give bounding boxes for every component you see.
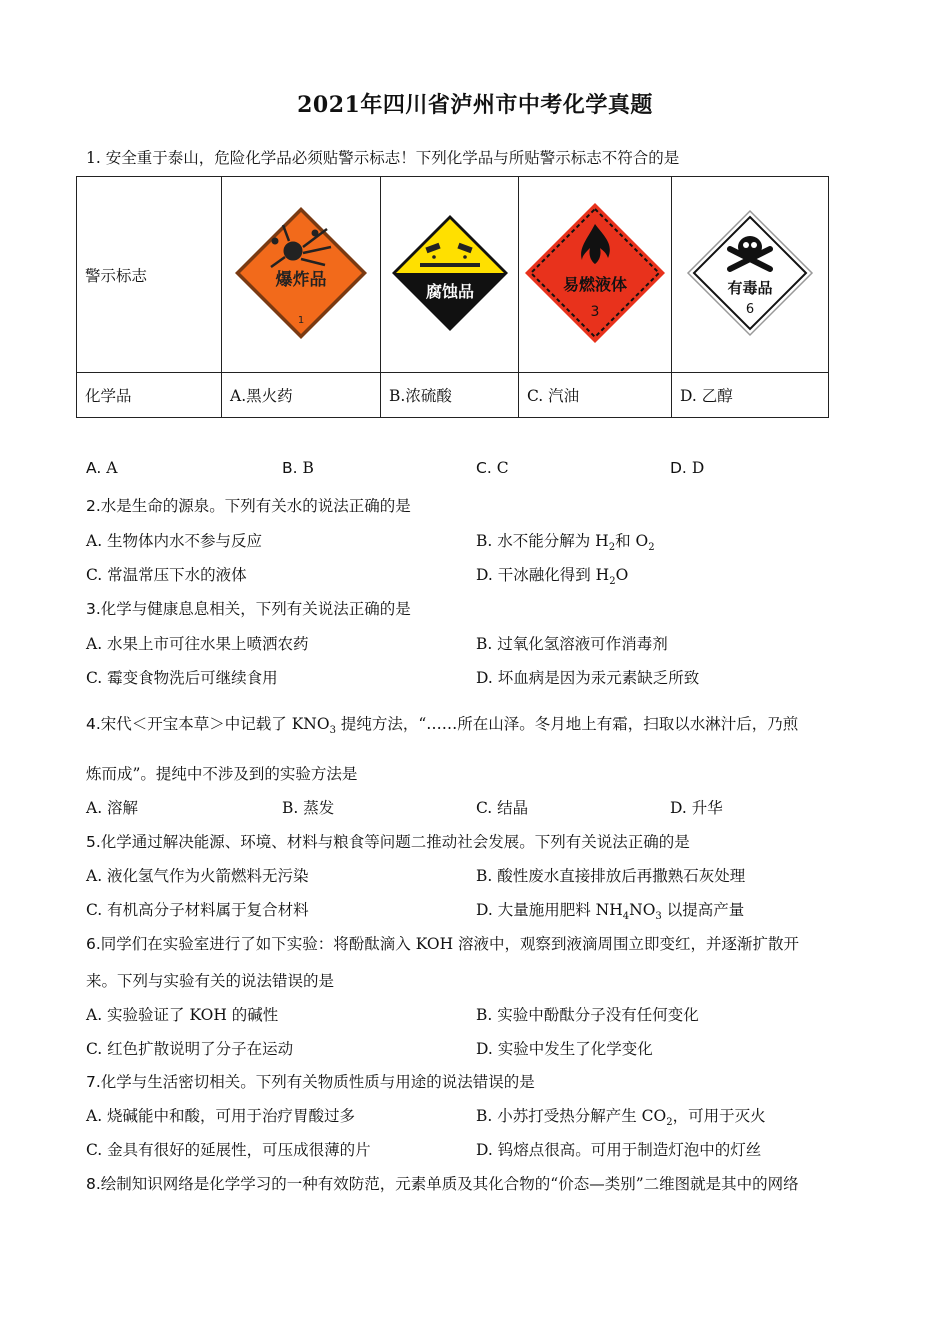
explosive-label: 爆炸品 — [275, 269, 327, 290]
question-7-stem: 7.化学与生活密切相关。下列有关物质性质与用途的说法错误的是 — [86, 1073, 535, 1091]
flammable-class-number: 3 — [590, 303, 600, 320]
q4-option-c: C. 结晶 — [476, 799, 529, 817]
q1-option-a: A. A — [86, 459, 118, 477]
question-6-stem-line-1: 6.同学们在实验室进行了如下实验：将酚酞滴入 KOH 溶液中，观察到液滴周围立即变红，并逐渐扩散开 — [86, 935, 800, 953]
q5-option-a: A. 液化氢气作为火箭燃料无污染 — [86, 867, 309, 885]
chemical-c: C. 汽油 — [519, 373, 672, 418]
q6-option-c: C. 红色扩散说明了分子在运动 — [86, 1040, 294, 1058]
q7-option-b: B. 小苏打受热分解产生 $CO_2$，可用于灭火 — [476, 1107, 766, 1129]
q3-option-b: B. 过氧化氢溶液可作消毒剂 — [476, 635, 668, 653]
q7-option-c: C. 金具有很好的延展性，可压成很薄的片 — [86, 1141, 371, 1159]
question-3-stem: 3.化学与健康息息相关，下列有关说法正确的是 — [86, 600, 411, 618]
q7-option-a: A. 烧碱能中和酸，可用于治疗胃酸过多 — [86, 1107, 356, 1125]
q2-option-a: A. 生物体内水不参与反应 — [86, 532, 263, 550]
question-5-stem: 5.化学通过解决能源、环境、材料与粮食等问题二推动社会发展。下列有关说法正确的是 — [86, 833, 690, 851]
q1-option-b: B. B — [282, 459, 314, 477]
table-header-chemicals: 化学品 — [77, 373, 222, 418]
q2-option-c: C. 常温常压下水的液体 — [86, 566, 247, 584]
question-1-stem: 1. 安全重于泰山，危险化学品必须贴警示标志！下列化学品与所贴警示标志不符合的是 — [86, 149, 680, 167]
table-header-signs: 警示标志 — [77, 177, 222, 373]
flammable-label: 易燃液体 — [562, 274, 628, 294]
q4-option-b: B. 蒸发 — [282, 799, 335, 817]
question-4-stem-line-2: 炼而成”。提纯中不涉及到的实验方法是 — [86, 765, 358, 783]
q5-option-b: B. 酸性废水直接排放后再撒熟石灰处理 — [476, 867, 746, 885]
explosive-class-number: 1 — [297, 314, 305, 326]
q6-option-b: B. 实验中酚酞分子没有任何变化 — [476, 1006, 699, 1024]
q4-option-d: D. 升华 — [670, 799, 723, 817]
corrosive-sign — [388, 211, 512, 335]
q3-option-c: C. 霉变食物洗后可继续食用 — [86, 669, 278, 687]
q5-option-c: C. 有机高分子材料属于复合材料 — [86, 901, 309, 919]
q1-option-c: C. C — [476, 459, 509, 477]
sign-cell-flammable — [519, 177, 672, 373]
q1-option-d: D. D — [670, 459, 705, 477]
warning-sign-table — [76, 176, 829, 418]
chemical-d: D. 乙醇 — [672, 373, 829, 418]
q3-option-d: D. 坏血病是因为汞元素缺乏所致 — [476, 669, 700, 687]
question-8-stem: 8.绘制知识网络是化学学习的一种有效防范，元素单质及其化合物的“价态—类别”二维图就是其中的网络 — [86, 1175, 799, 1193]
q5-option-d: D. 大量施用肥料 $NH_4NO_3$ 以提高产量 — [476, 901, 745, 923]
sign-cell-toxic — [672, 177, 829, 373]
toxic-class-number: 6 — [745, 301, 755, 317]
q6-option-d: D. 实验中发生了化学变化 — [476, 1040, 653, 1058]
chemical-b: B.浓硫酸 — [381, 373, 519, 418]
page-title: 2021年四川省泸州市中考化学真题 — [297, 92, 653, 118]
sign-cell-explosive — [222, 177, 381, 373]
question-6-stem-line-2: 来。下列与实验有关的说法错误的是 — [86, 972, 335, 990]
q3-option-a: A. 水果上市可往水果上喷洒农药 — [86, 635, 309, 653]
q2-option-d: D. 干冰融化得到 $H_2O$ — [476, 566, 629, 588]
toxic-label: 有毒品 — [727, 278, 773, 297]
explosive-sign — [231, 203, 371, 343]
q7-option-d: D. 钨熔点很高。可用于制造灯泡中的灯丝 — [476, 1141, 762, 1159]
question-2-stem: 2.水是生命的源泉。下列有关水的说法正确的是 — [86, 497, 411, 515]
q2-option-b: B. 水不能分解为 $H_2$和 $O_2$ — [476, 532, 655, 554]
question-4-stem-line-1: 4.宋代＜开宝本草＞中记载了 $KNO_3$ 提纯方法，“……所在山泽。冬月地上有霜，扫取以水淋汁后，乃煎 — [86, 715, 799, 737]
q4-option-a: A. 溶解 — [86, 799, 139, 817]
toxic-sign — [684, 207, 816, 339]
flammable-sign — [522, 200, 668, 346]
sign-cell-corrosive — [381, 177, 519, 373]
chemical-a: A.黑火药 — [222, 373, 381, 418]
corrosive-label: 腐蚀品 — [425, 281, 474, 301]
q6-option-a: A. 实验验证了 KOH 的碱性 — [86, 1006, 279, 1024]
